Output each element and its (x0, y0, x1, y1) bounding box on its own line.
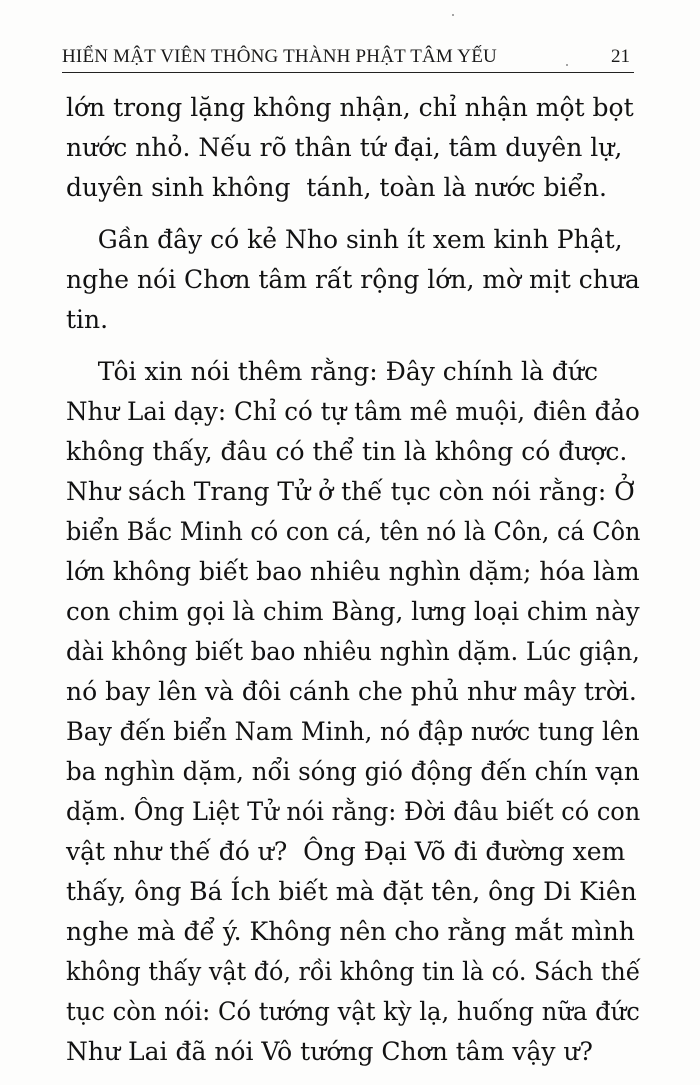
body-text (66, 88, 640, 1072)
paragraph (66, 352, 640, 1072)
text-line: vật như thế đó ư? Ông Đại Võ đi đường xem (66, 837, 626, 866)
text-line: con chim gọi là chim Bàng, lưng loại chim này (66, 597, 640, 626)
text-line: Như sách Trang Tử ở thế tục còn nói rằng: Ở (66, 477, 635, 506)
text-line: tục còn nói: Có tướng vật kỳ lạ, huống nữa đức (66, 997, 640, 1026)
text-line: dặm. Ông Liệt Tử nói rằng: Đời đâu biết có con (66, 797, 641, 826)
text-line: biển Bắc Minh có con cá, tên nó là Côn, cá Côn (66, 517, 641, 546)
text-line: tin. (66, 305, 109, 334)
text-line: nghe nói Chơn tâm rất rộng lớn, mờ mịt chưa (66, 265, 640, 294)
paragraph (66, 88, 640, 208)
text-line: nước nhỏ. Nếu rõ thân tứ đại, tâm duyên lự, (66, 133, 623, 162)
running-header-title: HIỂN MẬT VIÊN THÔNG THÀNH PHẬT TÂM YẾU (62, 46, 497, 67)
text-line: Như Lai dạy: Chỉ có tự tâm mê muội, điên đảo (66, 397, 640, 426)
page-number: 21 (611, 46, 630, 67)
text-line: dài không biết bao nhiêu nghìn dặm. Lúc giận, (66, 637, 640, 666)
text-line: nghe mà để ý. Không nên cho rằng mắt mình (66, 917, 635, 946)
paragraph (66, 220, 640, 340)
text-line: Như Lai đã nói Vô tướng Chơn tâm vậy ư? (66, 1037, 593, 1066)
text-line: Tôi xin nói thêm rằng: Đây chính là đức (66, 357, 599, 386)
text-line: lớn không biết bao nhiêu nghìn dặm; hóa làm (66, 557, 640, 586)
speck-mark (452, 14, 454, 16)
text-line: duyên sinh không tánh, toàn là nước biển. (66, 173, 607, 202)
text-line: ba nghìn dặm, nổi sóng gió động đến chín vạn (66, 757, 640, 786)
running-header (62, 44, 634, 73)
text-line: lớn trong lặng không nhận, chỉ nhận một bọt (66, 93, 634, 122)
text-line: không thấy vật đó, rồi không tin là có. Sách thế (66, 957, 641, 986)
text-line: Bay đến biển Nam Minh, nó đập nước tung lên (66, 717, 640, 746)
text-line: thấy, ông Bá Ích biết mà đặt tên, ông Di Kiên (66, 877, 637, 906)
text-line: Gần đây có kẻ Nho sinh ít xem kinh Phật, (66, 225, 623, 254)
text-line: không thấy, đâu có thể tin là không có được. (66, 437, 628, 466)
text-line: nó bay lên và đôi cánh che phủ như mây trời. (66, 677, 637, 706)
